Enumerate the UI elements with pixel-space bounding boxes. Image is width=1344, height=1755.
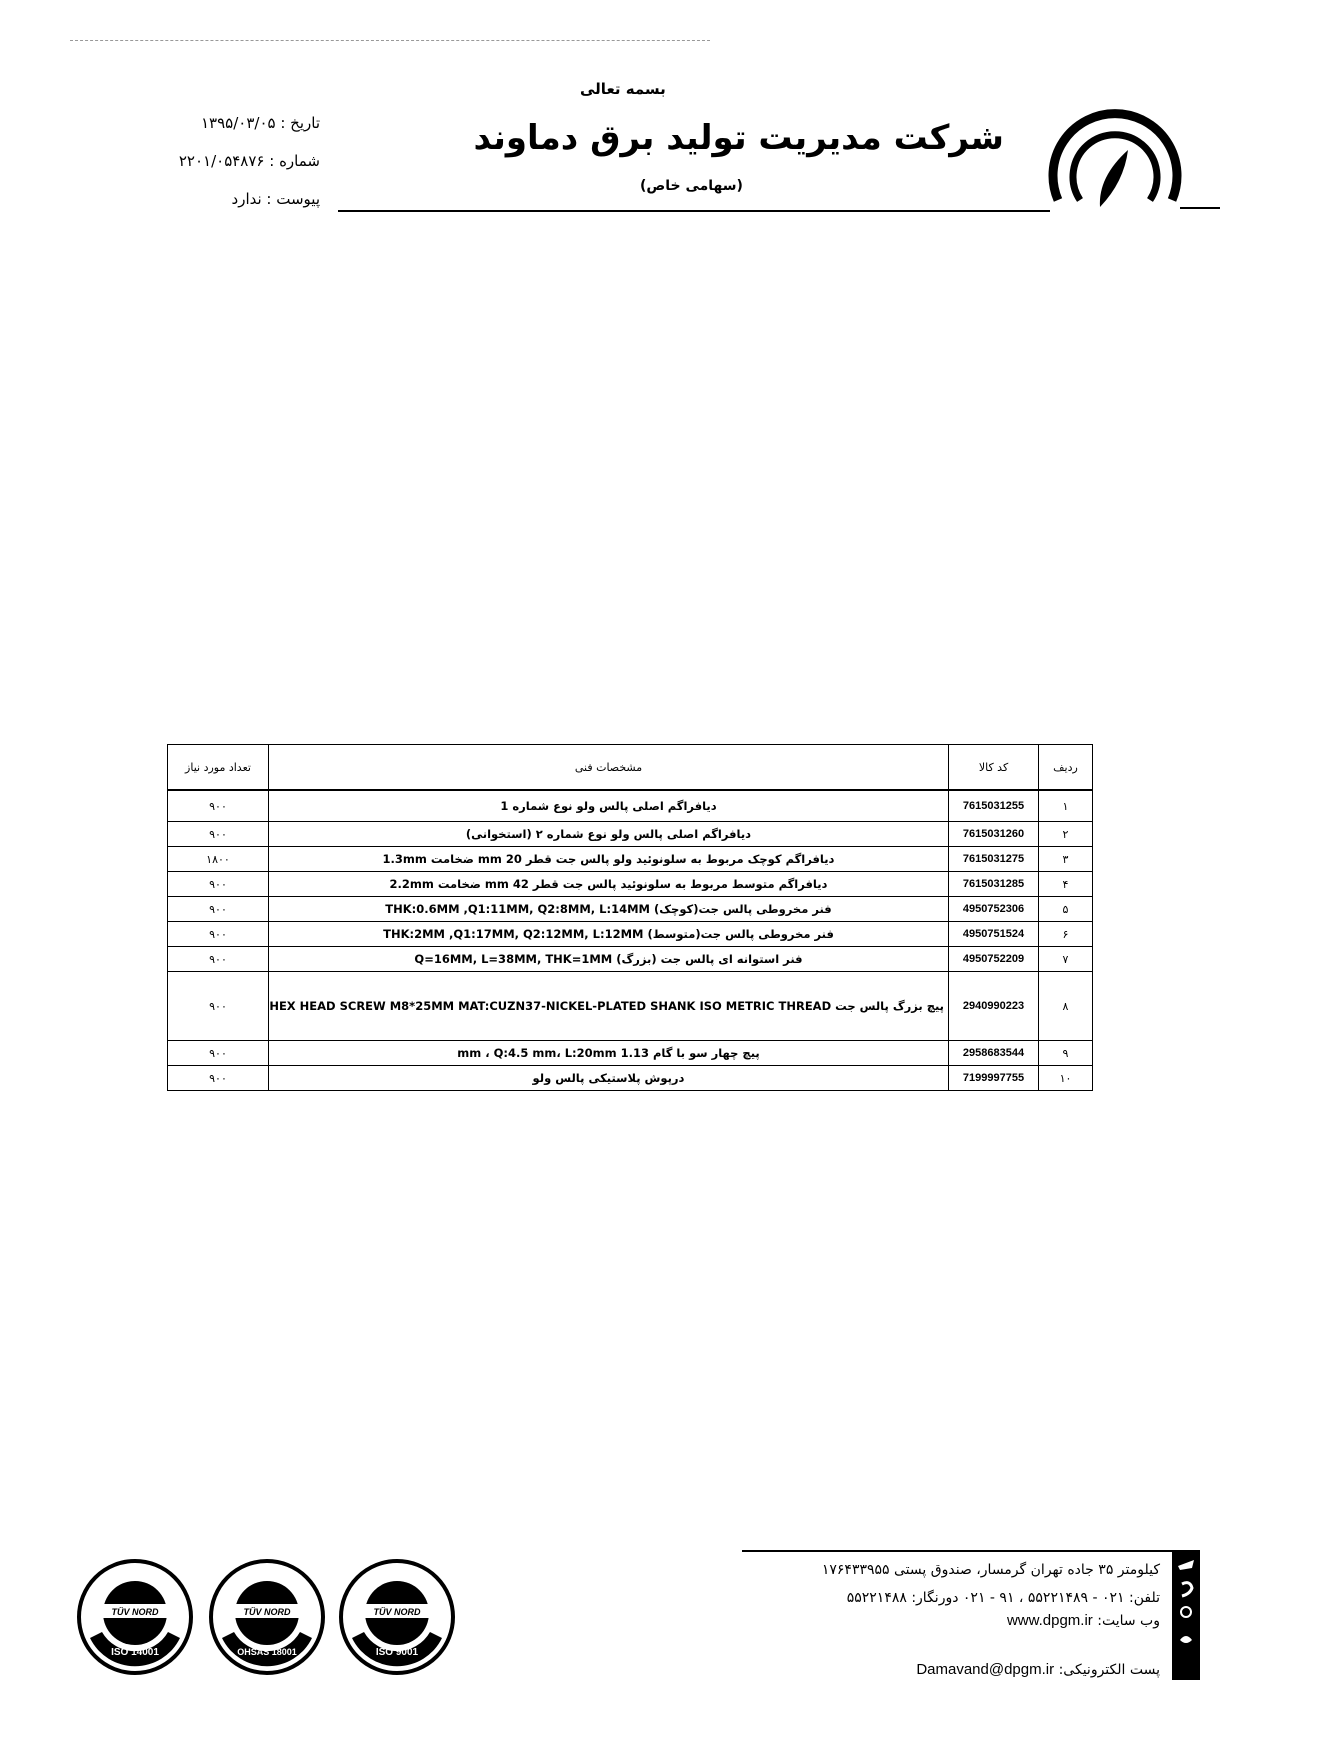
item-quantity: ۹۰۰ — [168, 972, 269, 1041]
item-quantity: ۱۸۰۰ — [168, 847, 269, 872]
item-code: 4950752306 — [949, 897, 1039, 922]
item-code: 7615031285 — [949, 872, 1039, 897]
row-number: ۵ — [1039, 897, 1093, 922]
header-spec: مشخصات فنی — [269, 745, 949, 791]
company-type: (سهامی خاص) — [640, 178, 743, 194]
iso-14001-seal-icon — [76, 1558, 194, 1676]
item-quantity: ۹۰۰ — [168, 922, 269, 947]
row-number: ۷ — [1039, 947, 1093, 972]
item-code: 4950752209 — [949, 947, 1039, 972]
item-code: 7615031255 — [949, 790, 1039, 822]
item-spec: دیافراگم متوسط مربوط به سلونوئید پالس جت قطر 42 mm ضخامت 2.2mm — [269, 872, 949, 897]
table-row — [168, 822, 1093, 847]
row-number: ۶ — [1039, 922, 1093, 947]
item-code: 7199997755 — [949, 1066, 1039, 1091]
item-spec: دیافراگم کوچک مربوط به سلونوئید ولو پالس جت قطر 20 mm ضخامت 1.3mm — [269, 847, 949, 872]
scan-artifact-line — [70, 40, 710, 41]
footer-phone: تلفن: ۰۲۱ - ۵۵۲۲۱۴۸۹ ، ۹۱ - ۰۲۱ دورنگار: ۵۵۲۲۱۴۸۸ — [846, 1590, 1160, 1606]
company-logo-icon — [1040, 82, 1190, 212]
item-code: 7615031275 — [949, 847, 1039, 872]
letter-number: شماره : ۲۲۰۱/۰۵۴۸۷۶ — [178, 152, 320, 170]
row-number: ۹ — [1039, 1041, 1093, 1066]
item-spec: پیچ چهار سو با گام 1.13 mm ، Q:4.5 mm، L:20mm — [269, 1041, 949, 1066]
header-quantity: تعداد مورد نیاز — [168, 745, 269, 791]
table-row — [168, 1041, 1093, 1066]
item-spec: دیافراگم اصلی پالس ولو نوع شماره ۲ (استخوانی) — [269, 822, 949, 847]
table-row — [168, 947, 1093, 972]
footer-icon-bar — [1172, 1550, 1200, 1680]
item-quantity: ۹۰۰ — [168, 1066, 269, 1091]
header-divider-right — [1180, 207, 1220, 209]
item-code: 7615031260 — [949, 822, 1039, 847]
header-row-number: ردیف — [1039, 745, 1093, 791]
item-quantity: ۹۰۰ — [168, 790, 269, 822]
table-row — [168, 790, 1093, 822]
table-row — [168, 972, 1093, 1041]
item-spec: پیچ بزرگ پالس جت HEX HEAD SCREW M8*25MM MAT:CUZN37-NICKEL-PLATED SHANK ISO METRIC THREAD — [269, 972, 949, 1041]
footer-email-label: پست الکترونیکی: — [1058, 1662, 1160, 1678]
letter-date: تاریخ : ۱۳۹۵/۰۳/۰۵ — [201, 114, 320, 132]
row-number: ۲ — [1039, 822, 1093, 847]
item-quantity: ۹۰۰ — [168, 872, 269, 897]
item-quantity: ۹۰۰ — [168, 822, 269, 847]
contact-icons-icon — [1172, 1550, 1200, 1680]
item-code: 2940990223 — [949, 972, 1039, 1041]
row-number: ۸ — [1039, 972, 1093, 1041]
item-spec: فنر مخروطی پالس جت(کوچک) THK:0.6MM ,Q1:11MM, Q2:8MM, L:14MM — [269, 897, 949, 922]
basmala-text: بسمه تعالی — [580, 80, 666, 98]
footer-divider — [742, 1550, 1182, 1552]
letter-attachment: پیوست : ندارد — [231, 190, 320, 208]
item-quantity: ۹۰۰ — [168, 947, 269, 972]
header-item-code: کد کالا — [949, 745, 1039, 791]
row-number: ۱۰ — [1039, 1066, 1093, 1091]
table-row — [168, 897, 1093, 922]
company-name: شرکت مدیریت تولید برق دماوند — [473, 118, 1004, 158]
row-number: ۴ — [1039, 872, 1093, 897]
item-spec: فنر مخروطی پالس جت(متوسط) THK:2MM ,Q1:17MM, Q2:12MM, L:12MM — [269, 922, 949, 947]
seal-standard-text: OHSAS 18001 — [237, 1647, 297, 1657]
footer-website-row — [1007, 1612, 1160, 1629]
table-header-row — [168, 745, 1093, 791]
footer-website-label: وب سایت: — [1097, 1613, 1160, 1629]
item-spec: دیافراگم اصلی پالس ولو نوع شماره 1 — [269, 790, 949, 822]
table-row — [168, 1066, 1093, 1091]
item-code: 2958683544 — [949, 1041, 1039, 1066]
seal-org-text: TÜV NORD — [243, 1607, 291, 1617]
items-table — [167, 744, 1093, 1091]
table-row — [168, 922, 1093, 947]
footer-email-row — [916, 1661, 1160, 1678]
ohsas-18001-seal-icon — [208, 1558, 326, 1676]
table-row — [168, 872, 1093, 897]
iso-9001-seal-icon — [338, 1558, 456, 1676]
table-row — [168, 847, 1093, 872]
seal-standard-text: ISO 9001 — [375, 1647, 419, 1658]
seal-standard-text: ISO 14001 — [111, 1647, 159, 1658]
footer-address: کیلومتر ۳۵ جاده تهران گرمسار، صندوق پستی ۱۷۶۴۳۳۹۵۵ — [821, 1562, 1160, 1578]
footer-website-link[interactable]: www.dpgm.ir — [1006, 1612, 1093, 1629]
seal-org-text: TÜV NORD — [373, 1607, 421, 1617]
row-number: ۳ — [1039, 847, 1093, 872]
item-quantity: ۹۰۰ — [168, 897, 269, 922]
item-quantity: ۹۰۰ — [168, 1041, 269, 1066]
footer-email-link[interactable]: Damavand@dpgm.ir — [916, 1661, 1055, 1678]
row-number: ۱ — [1039, 790, 1093, 822]
seal-org-text: TÜV NORD — [111, 1607, 159, 1617]
header-divider — [338, 210, 1050, 212]
item-code: 4950751524 — [949, 922, 1039, 947]
item-spec: فنر استوانه ای پالس جت (بزرگ) Q=16MM, L=38MM, THK=1MM — [269, 947, 949, 972]
item-spec: درپوش پلاستیکی پالس ولو — [269, 1066, 949, 1091]
